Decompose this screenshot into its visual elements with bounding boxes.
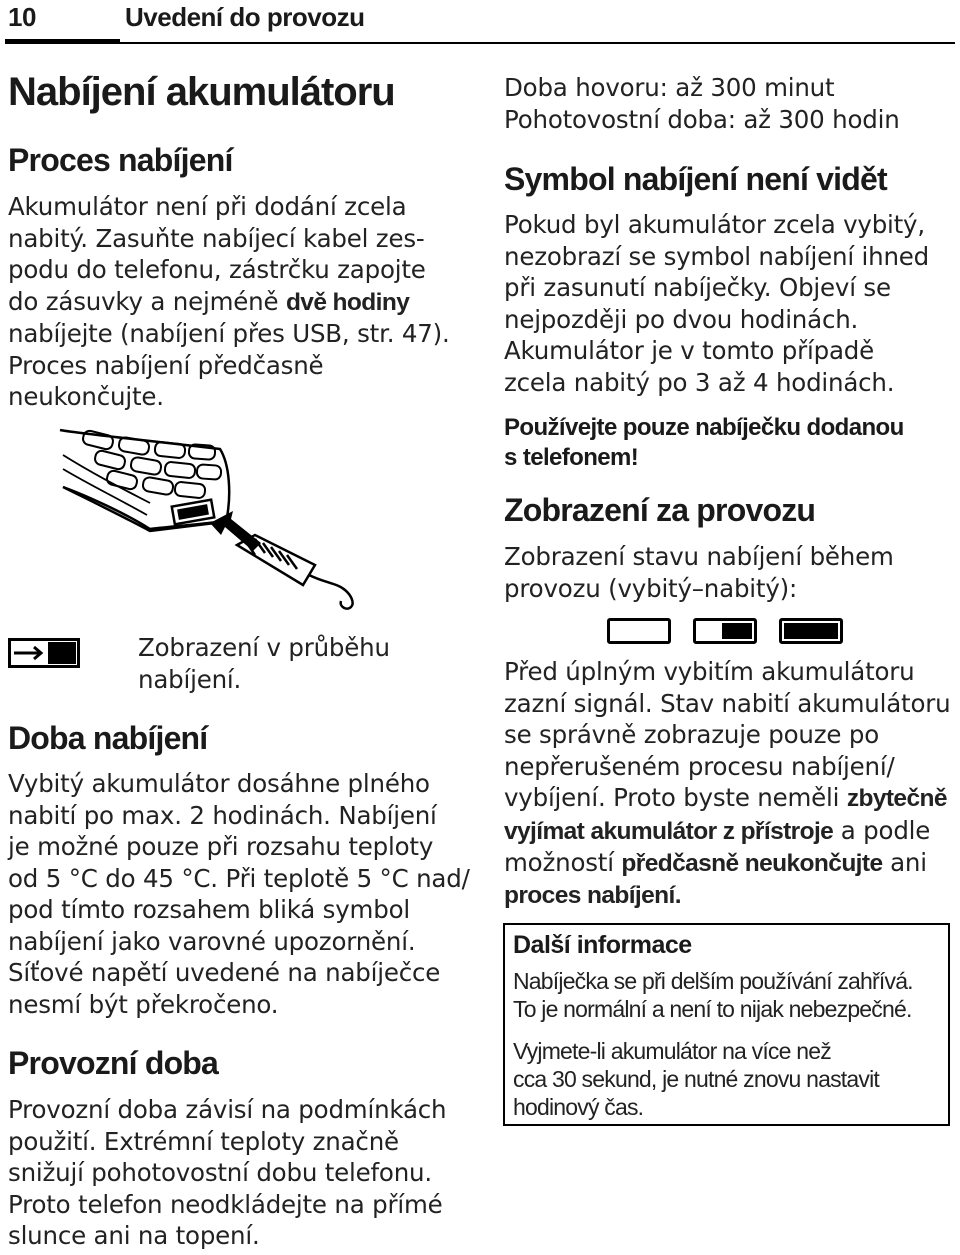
text-line: Proto telefon neodkládejte na přímé: [8, 1189, 443, 1219]
symbol-not-visible-text: [504, 209, 929, 398]
header-rule: [120, 42, 955, 44]
info-paragraph-1: Nabíječka se při delším používání zahřívá. To je normální a není to nijak nebezpečné.: [513, 968, 913, 1022]
header-rule-thick: [5, 39, 120, 44]
text-line: použití. Extrémní teploty značně: [8, 1126, 399, 1156]
text-line: je možné pouze při rozsahu teploty: [8, 832, 434, 861]
text-line: zcela nabitý po 3 až 4 hodinách.: [504, 367, 895, 397]
text-line: slunce ani na topení.: [8, 1221, 260, 1250]
heading-operating-time: Provozní doba: [8, 1045, 219, 1081]
section-title: Uvedení do provozu: [125, 2, 365, 32]
charger-warning: Používejte pouze nabíječku dodanou s telefonem!: [504, 414, 904, 471]
text-line: Akumulátor je v tomto případě: [504, 336, 875, 365]
text-line: Provozní doba závisí na podmínkách: [8, 1095, 447, 1124]
page-title: Nabíjení akumulátoru: [8, 70, 395, 114]
talk-time-text: Doba hovoru: až 300 minut Pohotovostní doba: až 300 hodin: [504, 73, 900, 134]
battery-charging-icon: [8, 638, 80, 668]
text-line: Vybitý akumulátor dosáhne plného: [8, 769, 430, 798]
text-line: nabíjení jako varovné upozornění.: [8, 926, 416, 956]
display-in-operation-text: Zobrazení stavu nabíjení během provozu (vybitý–nabitý):: [504, 542, 894, 603]
text-line: nesmí být překročeno.: [8, 989, 279, 1019]
operating-time-text: [8, 1094, 446, 1252]
text-line: nezobrazí se symbol nabíjení ihned: [504, 241, 930, 271]
heading-symbol-not-visible: Symbol nabíjení není vidět: [504, 161, 887, 197]
heading-charging-process: Proces nabíjení: [8, 142, 233, 178]
text-line: při zasunutí nabíječky. Objeví se: [504, 273, 891, 302]
charging-display-caption: Zobrazení v průběhu nabíjení.: [138, 633, 390, 694]
text-line: Síťové napětí uvedené na nabíječce: [8, 958, 441, 987]
charging-time-text: [8, 768, 470, 1020]
charging-process-text: Akumulátor není při dodání zcela nabitý. Zasuňte nabíjecí kabel zes- podu do telefonu, zástrčku zapojte do zásuvky a nejméně dvě hodiny nabíjejte (nabíjení přes USB, str. 47). Proces nabíjení předčasně neukončujte.: [8, 192, 450, 411]
discharge-text: Před úplným vybitím akumulátoru zazní signál. Stav nabití akumulátoru se správně zobrazuje pouze po nepřerušeném procesu nabíjení/ vybíjení. Proto byste neměli zbytečně vyjímat akumulátor z přístroje a podle možností předčasně neukončujte ani proces nabíjení.: [504, 657, 951, 909]
battery-half-icon: [693, 618, 757, 644]
info-box-title: Další informace: [513, 931, 692, 959]
heading-display-in-operation: Zobrazení za provozu: [504, 492, 816, 528]
info-box: [503, 923, 950, 1126]
info-paragraph-2: Vyjmete-li akumulátor na více než cca 30 sekund, je nutné znovu nastavit hodinový čas.: [513, 1038, 879, 1120]
text-line: snižují pohotovostní dobu telefonu.: [8, 1158, 432, 1187]
heading-charging-time: Doba nabíjení: [8, 720, 208, 756]
battery-empty-icon: [607, 618, 671, 644]
battery-levels: [607, 618, 847, 648]
text-line: pod tímto rozsahem bliká symbol: [8, 895, 410, 924]
page-number: 10: [8, 2, 36, 32]
text-line: od 5 °C do 45 °C. Při teplotě 5 °C nad/: [8, 863, 470, 893]
text-line: nabití po max. 2 hodinách. Nabíjení: [8, 800, 437, 830]
battery-full-icon: [779, 618, 843, 644]
text-line: nejpozději po dvou hodinách.: [504, 304, 859, 334]
text-line: Pokud byl akumulátor zcela vybitý,: [504, 210, 925, 239]
phone-charging-illustration: [55, 425, 375, 620]
